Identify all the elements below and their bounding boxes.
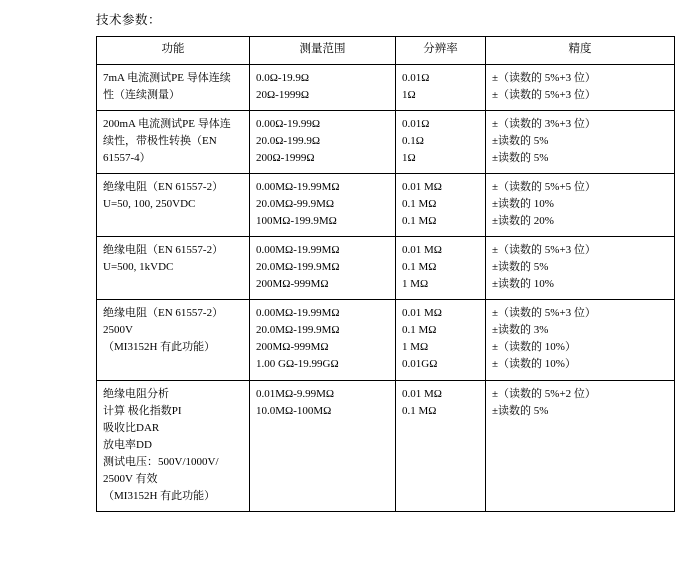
- cell-resolution-line: 0.1 MΩ: [402, 324, 437, 337]
- table-row: [97, 237, 675, 300]
- cell-resolution-line: 0.01 MΩ: [402, 387, 442, 400]
- cell-resolution-line: 0.01 MΩ: [402, 307, 442, 320]
- cell-accuracy-line: ±读数的 5%: [492, 261, 549, 274]
- table-row: [97, 64, 675, 110]
- cell-resolution-line: 0.01 MΩ: [402, 181, 442, 194]
- cell-range-line: 100MΩ-199.9MΩ: [256, 215, 337, 228]
- cell-resolution-line: 0.1 MΩ: [402, 198, 437, 211]
- cell-function-line: 61557-4）: [103, 152, 151, 164]
- cell-range: [250, 64, 396, 110]
- cell-range-line: 10.0MΩ-100MΩ: [256, 404, 332, 417]
- cell-accuracy-line: ±（读数的 5%+3 位）: [492, 244, 596, 257]
- cell-range-line: 0.0Ω-19.9Ω: [256, 71, 310, 84]
- cell-range-line: 0.00MΩ-19.99MΩ: [256, 244, 340, 257]
- cell-range-line: 0.01MΩ-9.99MΩ: [256, 387, 335, 400]
- cell-function: [97, 174, 250, 237]
- cell-range-line: 20Ω-1999Ω: [256, 88, 310, 101]
- column-header-resolution: 分辨率: [396, 37, 486, 65]
- cell-resolution: [396, 174, 486, 237]
- cell-accuracy: [486, 110, 675, 173]
- cell-range-line: 200Ω-1999Ω: [256, 152, 315, 164]
- cell-resolution: [396, 110, 486, 173]
- cell-function: [97, 64, 250, 110]
- cell-range: [250, 237, 396, 300]
- cell-accuracy-line: ±（读数的 10%）: [492, 358, 576, 371]
- cell-function: [97, 380, 250, 511]
- cell-range-line: 1.00 GΩ-19.99GΩ: [256, 358, 339, 371]
- cell-accuracy: [486, 64, 675, 110]
- column-header-accuracy: 精度: [486, 37, 675, 65]
- cell-resolution: [396, 64, 486, 110]
- cell-resolution-line: 0.01GΩ: [402, 358, 438, 371]
- cell-accuracy: [486, 174, 675, 237]
- cell-resolution-line: 0.01Ω: [402, 71, 430, 84]
- cell-resolution-line: 1Ω: [402, 88, 416, 101]
- cell-accuracy-line: ±读数的 5%: [492, 404, 549, 417]
- table-header-row: [97, 37, 675, 65]
- column-header-range: 测量范围: [250, 37, 396, 65]
- cell-function-line: 绝缘电阻（EN 61557-2）: [103, 181, 224, 194]
- cell-range-line: 20.0MΩ-199.9MΩ: [256, 324, 340, 337]
- cell-function: [97, 300, 250, 380]
- cell-function-line: 绝缘电阻（EN 61557-2）: [103, 307, 224, 320]
- cell-function: [97, 110, 250, 173]
- cell-resolution: [396, 300, 486, 380]
- cell-function-line: 200mA 电流测试PE 导体连: [103, 117, 231, 130]
- cell-resolution-line: 1 MΩ: [402, 341, 429, 354]
- cell-resolution-line: 0.1 MΩ: [402, 215, 437, 228]
- cell-accuracy-line: ±读数的 5%: [492, 152, 549, 164]
- cell-accuracy-line: ±（读数的 5%+3 位）: [492, 88, 596, 101]
- cell-accuracy-line: ±读数的 3%: [492, 324, 549, 337]
- cell-resolution-line: 0.01Ω: [402, 117, 430, 130]
- cell-range-line: 0.00Ω-19.99Ω: [256, 117, 321, 130]
- cell-function-line: 吸收比DAR: [103, 421, 160, 434]
- cell-range: [250, 300, 396, 380]
- cell-accuracy-line: ±读数的 20%: [492, 215, 554, 228]
- cell-resolution-line: 0.1 MΩ: [402, 261, 437, 274]
- specifications-table: [96, 36, 675, 512]
- cell-accuracy-line: ±（读数的 5%+2 位）: [492, 387, 596, 400]
- cell-function-line: 计算 极化指数PI: [103, 404, 182, 417]
- cell-function-line: 续性，带极性转换（EN: [103, 134, 217, 147]
- cell-accuracy-line: ±（读数的 5%+3 位）: [492, 307, 596, 320]
- cell-function-line: U=500, 1kVDC: [103, 261, 174, 274]
- page-title: 技术参数：: [96, 13, 162, 27]
- cell-accuracy: [486, 380, 675, 511]
- cell-range-line: 20.0MΩ-99.9MΩ: [256, 198, 335, 211]
- table-row: [97, 300, 675, 380]
- cell-resolution-line: 1Ω: [402, 152, 416, 164]
- cell-function: [97, 237, 250, 300]
- cell-function-line: （MI3152H 有此功能）: [103, 489, 216, 502]
- cell-function-line: （MI3152H 有此功能）: [103, 341, 216, 354]
- cell-function-line: U=50, 100, 250VDC: [103, 198, 196, 211]
- cell-resolution-line: 0.1Ω: [402, 134, 424, 147]
- cell-range: [250, 380, 396, 511]
- cell-range: [250, 174, 396, 237]
- cell-function-line: 测试电压：500V/1000V/: [103, 455, 219, 468]
- cell-function-line: 绝缘电阻（EN 61557-2）: [103, 244, 224, 257]
- cell-accuracy-line: ±（读数的 3%+3 位）: [492, 117, 596, 130]
- table-row: [97, 110, 675, 173]
- cell-range-line: 0.00MΩ-19.99MΩ: [256, 307, 340, 320]
- cell-resolution-line: 0.1 MΩ: [402, 404, 437, 417]
- table-row: [97, 174, 675, 237]
- cell-function-line: 绝缘电阻分析: [103, 387, 169, 400]
- cell-resolution-line: 1 MΩ: [402, 278, 429, 291]
- column-header-function: 功能: [97, 37, 250, 65]
- cell-range: [250, 110, 396, 173]
- cell-range-line: 200MΩ-999MΩ: [256, 341, 329, 354]
- cell-resolution: [396, 380, 486, 511]
- cell-accuracy-line: ±（读数的 5%+3 位）: [492, 71, 596, 84]
- cell-range-line: 0.00MΩ-19.99MΩ: [256, 181, 340, 194]
- cell-resolution: [396, 237, 486, 300]
- table-row: [97, 380, 675, 511]
- cell-function-line: 性（连续测量）: [103, 88, 180, 101]
- cell-accuracy: [486, 237, 675, 300]
- cell-function-line: 放电率DD: [103, 438, 152, 451]
- cell-accuracy-line: ±读数的 10%: [492, 278, 554, 291]
- cell-range-line: 20.0Ω-199.9Ω: [256, 134, 321, 147]
- table-body: [97, 64, 675, 511]
- cell-function-line: 2500V 有效: [103, 472, 158, 485]
- cell-accuracy-line: ±读数的 10%: [492, 198, 554, 211]
- cell-accuracy: [486, 300, 675, 380]
- cell-range-line: 200MΩ-999MΩ: [256, 278, 329, 291]
- cell-resolution-line: 0.01 MΩ: [402, 244, 442, 257]
- cell-function-line: 2500V: [103, 324, 133, 337]
- cell-accuracy-line: ±（读数的 5%+5 位）: [492, 181, 596, 194]
- cell-function-line: 7mA 电流测试PE 导体连续: [103, 71, 231, 84]
- cell-accuracy-line: ±（读数的 10%）: [492, 341, 576, 354]
- cell-accuracy-line: ±读数的 5%: [492, 134, 549, 147]
- cell-range-line: 20.0MΩ-199.9MΩ: [256, 261, 340, 274]
